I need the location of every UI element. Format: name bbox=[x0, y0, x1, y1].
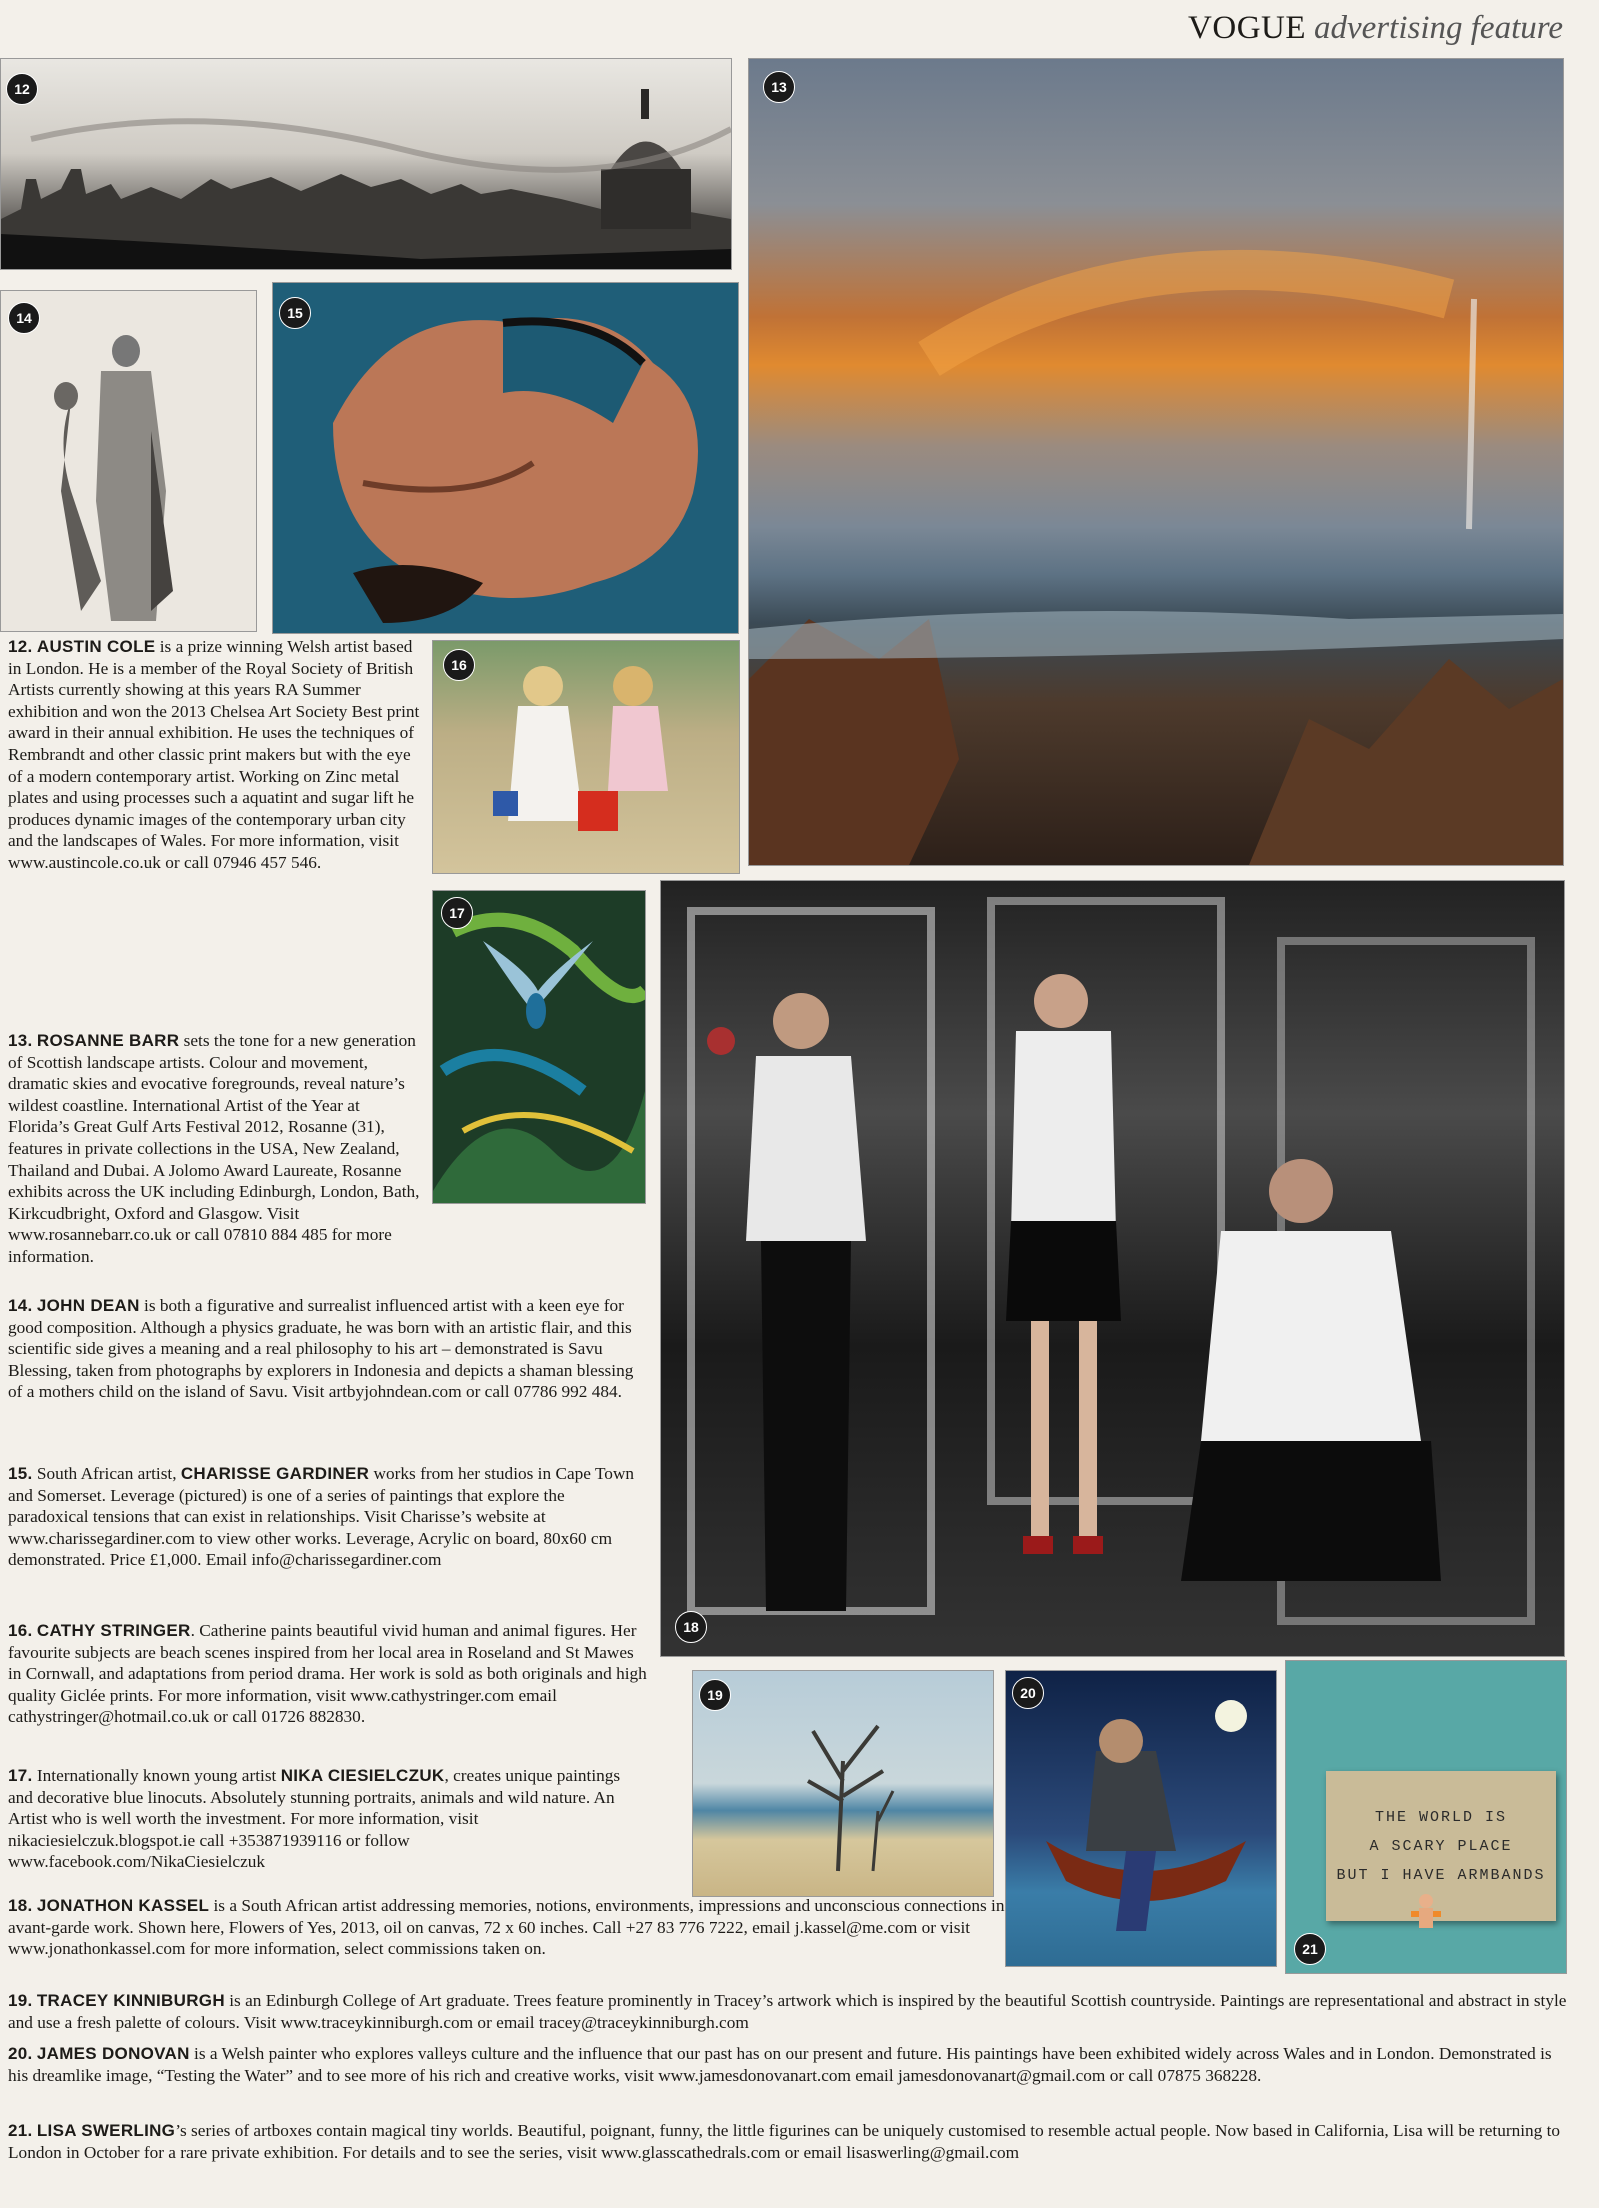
artwork-21-artbox bbox=[1285, 1660, 1567, 1974]
entry-20 bbox=[8, 2043, 1568, 2086]
sign-line-3: BUT I HAVE ARMBANDS bbox=[1336, 1866, 1546, 1884]
entry-20-text: is a Welsh painter who explores valleys culture and the influence that our past has on our present and future. His paintings have been exhibited widely across Wales and in London. Demonstrated is his dreamlike image, “Testing the Water” and to see more of his rich and creative works, visit www.jamesdonovanart.com email jamesdonovanart@gmail.com or call 07875 368228. bbox=[8, 2044, 1552, 2085]
entry-19-number: 19. bbox=[8, 1991, 33, 2010]
artwork-12-city-skyline bbox=[0, 58, 732, 270]
entry-19 bbox=[8, 1990, 1568, 2033]
entry-17-number: 17. bbox=[8, 1766, 33, 1785]
entry-19-text: is an Edinburgh College of Art graduate. Trees feature prominently in Tracey’s artwork which is inspired by the beautiful Scottish countryside. Paintings are representational and abstract in style and use a fresh palette of colours. Visit www.traceykinniburgh.com or email tracey@traceykinniburgh.com bbox=[8, 1991, 1567, 2032]
entry-15 bbox=[8, 1463, 648, 1571]
badge-14: 14 bbox=[8, 302, 40, 334]
entry-21-artist: LISA SWERLING bbox=[36, 2121, 176, 2140]
entry-12-number: 12. bbox=[8, 637, 33, 656]
feature-label: advertising feature bbox=[1314, 10, 1563, 46]
entry-18-artist: JONATHON KASSEL bbox=[36, 1896, 210, 1915]
entry-13-artist: ROSANNE BARR bbox=[36, 1031, 180, 1050]
sign-line-1: THE WORLD IS bbox=[1374, 1808, 1508, 1826]
badge-12: 12 bbox=[6, 73, 38, 105]
artwork-19-trees bbox=[692, 1670, 994, 1897]
entry-16-number: 16. bbox=[8, 1621, 33, 1640]
entry-13-number: 13. bbox=[8, 1031, 33, 1050]
entry-16 bbox=[8, 1620, 648, 1728]
entry-16-artist: CATHY STRINGER bbox=[36, 1621, 191, 1640]
badge-20: 20 bbox=[1012, 1677, 1044, 1709]
entry-18-number: 18. bbox=[8, 1896, 33, 1915]
magazine-brand: VOGUE bbox=[1188, 10, 1307, 46]
entry-17-pre: Internationally known young artist bbox=[32, 1766, 281, 1785]
badge-18: 18 bbox=[675, 1611, 707, 1643]
entry-20-number: 20. bbox=[8, 2044, 33, 2063]
badge-21: 21 bbox=[1294, 1933, 1326, 1965]
artwork-17-blue-bird bbox=[432, 890, 646, 1204]
entry-14 bbox=[8, 1295, 648, 1403]
entry-12-text: is a prize winning Welsh artist based in London. He is a member of the Royal Society of British Artists currently showing at this years RA Summer exhibition and won the 2013 Chelsea Art Society Best print award in their annual exhibition. He uses the techniques of Rembrandt and other classic print makers but with the eye of a modern contemporary artist. Working on Zinc metal plates and using processes such a aquatint and sugar lift he produces dynamic images of the contemporary urban city and the landscapes of Wales. For more information, visit www.austincole.co.uk or call 07946 457 546. bbox=[8, 637, 420, 872]
entry-15-artist: CHARISSE GARDINER bbox=[180, 1464, 370, 1483]
entry-14-text: is both a figurative and surrealist influenced artist with a keen eye for good composition. Although a physics graduate, he was born with an artistic flair, and this scientific side gives a meaning and a real philosophy to his art – demonstrated is Savu Blessing, taken from photographs by explorers in Indonesia and depicts a shaman blessing of a mothers child on the island of Savu. Visit artbyjohndean.com or call 07786 992 484. bbox=[8, 1296, 634, 1402]
badge-16: 16 bbox=[443, 649, 475, 681]
entry-18 bbox=[8, 1895, 1008, 1960]
entry-18-text: is a South African artist addressing memories, notions, environments, impressions and unconscious connections in avant-garde work. Shown here, Flowers of Yes, 2013, oil on canvas, 72 x 60 inches. Call +27 83 776 7222, email j.kassel@me.com or visit www.jonathonkassel.com for more information, select commissions taken on. bbox=[8, 1896, 1005, 1959]
artwork-16-beach-children bbox=[432, 640, 740, 874]
badge-17: 17 bbox=[441, 897, 473, 929]
entry-21 bbox=[8, 2120, 1568, 2163]
entry-12-artist: AUSTIN COLE bbox=[36, 637, 156, 656]
entry-20-artist: JAMES DONOVAN bbox=[36, 2044, 190, 2063]
entry-15-number: 15. bbox=[8, 1464, 33, 1483]
page-header bbox=[1188, 10, 1563, 47]
badge-19: 19 bbox=[699, 1679, 731, 1711]
artwork-18-flowers-of-yes bbox=[660, 880, 1565, 1657]
badge-13: 13 bbox=[763, 71, 795, 103]
entry-21-text: ’s series of artboxes contain magical tiny worlds. Beautiful, poignant, funny, the little figurines can be uniquely customised to resemble actual people. Now based in California, Lisa will be returning to London in October for a rare private exhibition. For details and to see the series, visit www.glasscathedrals.com or email lisaswerling@gmail.com bbox=[8, 2121, 1561, 2162]
entry-16-text: . Catherine paints beautiful vivid human and animal figures. Her favourite subjects are beach scenes inspired from her local area in Roseland and St Mawes in Cornwall, and adaptations from period drama. Her work is sold as both originals and high quality Giclée prints. For more information, visit www.cathystringer.com email cathystringer@hotmail.co.uk or call 01726 882830. bbox=[8, 1621, 647, 1727]
entry-19-artist: TRACEY KINNIBURGH bbox=[36, 1991, 225, 2010]
entry-13 bbox=[8, 1030, 423, 1268]
entry-13-text: sets the tone for a new generation of Scottish landscape artists. Colour and movement, dramatic skies and evocative foregrounds, reveal nature’s wildest coastline. International Artist of the Year at Florida’s Great Gulf Arts Festival 2012, Rosanne (31), features in private collections in the USA, New Zealand, Thailand and Dubai. A Jolomo Award Laureate, Rosanne exhibits across the UK including Edinburgh, London, Bath, Kirkcudbright, Oxford and Glasgow. Visit www.rosannebarr.co.uk or call 07810 884 485 for more information. bbox=[8, 1031, 420, 1266]
entry-17-text: , creates unique paintings and decorative blue linocuts. Absolutely stunning portraits, animals and wild nature. An Artist who is well worth the investment. For more information, visit nikaciesielczuk.blogspot.ie call +353871939116 or follow www.facebook.com/NikaCiesielczuk bbox=[8, 1766, 621, 1872]
artwork-14-savu-blessing bbox=[0, 290, 257, 632]
entry-15-text: works from her studios in Cape Town and Somerset. Leverage (pictured) is one of a series of paintings that explore the paradoxical tensions that can exist in relationships. Visit Charisse’s website at www.charissegardiner.com to view other works. Leverage, Acrylic on board, 80x60 cm demonstrated. Price £1,000. Email info@charissegardiner.com bbox=[8, 1464, 635, 1570]
entry-12 bbox=[8, 636, 423, 874]
entry-14-number: 14. bbox=[8, 1296, 33, 1315]
artwork-13-landscape bbox=[748, 58, 1564, 866]
badge-15: 15 bbox=[279, 297, 311, 329]
entry-17-artist: NIKA CIESIELCZUK bbox=[280, 1766, 445, 1785]
artwork-15-leverage bbox=[272, 282, 739, 634]
entry-21-number: 21. bbox=[8, 2121, 33, 2140]
artwork-20-testing-the-water bbox=[1005, 1670, 1277, 1967]
entry-15-pre: South African artist, bbox=[32, 1464, 181, 1483]
sign-line-2: A SCARY PLACE bbox=[1369, 1837, 1513, 1855]
entry-14-artist: JOHN DEAN bbox=[36, 1296, 140, 1315]
entry-17 bbox=[8, 1765, 648, 1873]
